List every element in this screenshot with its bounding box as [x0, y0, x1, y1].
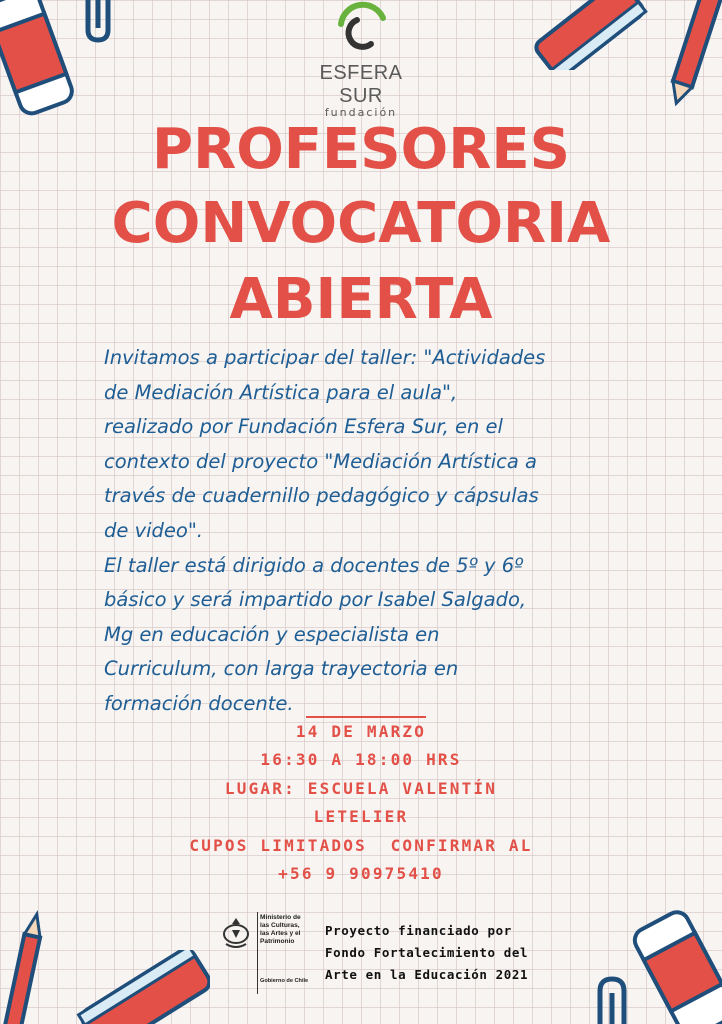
book-bottom-left-icon [70, 950, 210, 1024]
eraser-bottom-right-icon [632, 905, 722, 1024]
project-funding-text [325, 920, 605, 986]
ministry-line: Ministerio de [260, 914, 301, 921]
body-line: Mg en educación y especialista en [104, 622, 440, 646]
book-top-right-icon [528, 0, 648, 70]
paperclip-top-icon [80, 0, 124, 46]
ministry-line: las Artes y el [260, 930, 301, 937]
logo-subtitle: fundación [324, 106, 398, 119]
pencil-bottom-left-icon [0, 905, 50, 1024]
invitation-text [104, 341, 644, 722]
eraser-top-left-icon [0, 0, 80, 120]
ministry-line: las Culturas, [260, 922, 300, 929]
esfera-sur-logo [300, 0, 422, 119]
event-place-line-2: LETELIER [313, 807, 409, 826]
event-cupos: CUPOS LIMITADOS CONFIRMAR AL [189, 836, 533, 855]
ministry-name [260, 914, 315, 946]
body-line: de video". [104, 518, 204, 542]
event-date: 14 DE MARZO [295, 722, 427, 741]
body-line: El taller está dirigido a docentes de 5º y 6º [104, 553, 524, 577]
project-line: Arte en la Educación 2021 [325, 967, 529, 982]
title-line-3: ABIERTA [229, 267, 493, 332]
government-logo-divider [257, 912, 258, 994]
project-line: Fondo Fortalecimiento del [325, 945, 529, 960]
government-footer: Gobierno de Chile [260, 978, 309, 984]
chile-coat-of-arms-icon [218, 916, 254, 950]
body-line: formación docente. [104, 691, 294, 715]
ministry-line: Patrimonio [260, 938, 295, 945]
title-line-1: PROFESORES [152, 117, 570, 182]
title-line-2: CONVOCATORIA [111, 191, 611, 256]
event-place-line-1: LUGAR: ESCUELA VALENTÍN [224, 779, 498, 798]
body-line: contexto del proyecto "Mediación Artística a [104, 449, 537, 473]
body-line: Invitamos a participar del taller: "Actividades [104, 346, 546, 369]
event-time: 16:30 A 18:00 HRS [260, 750, 462, 769]
logo-name: ESFERA SUR [319, 62, 403, 107]
government-logo [216, 912, 314, 994]
body-line: de Mediación Artística para el aula", [104, 380, 458, 404]
project-line: Proyecto financiado por [325, 923, 512, 938]
body-line: realizado por Fundación Esfera Sur, en el [104, 415, 503, 439]
divider-rule [306, 716, 426, 718]
body-line: básico y será impartido por Isabel Salgado, [104, 588, 527, 612]
pencil-top-right-icon [664, 0, 722, 110]
body-line: través de cuadernillo pedagógico y cápsulas [104, 484, 539, 508]
body-line: Curriculum, con larga trayectoria en [104, 657, 459, 681]
event-phone: +56 9 90975410 [278, 864, 444, 883]
esfera-sur-logo-icon [331, 0, 391, 60]
